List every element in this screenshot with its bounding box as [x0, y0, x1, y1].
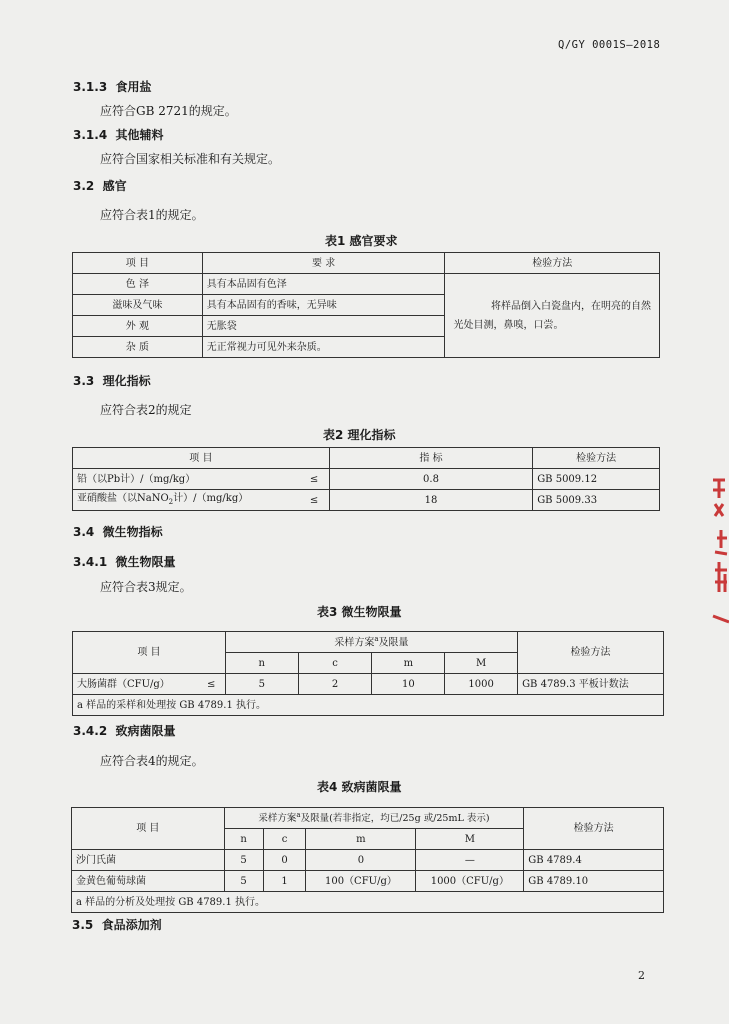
header-item: 项 目: [73, 632, 226, 674]
table-cell: GB 5009.12: [533, 469, 660, 490]
table-footnote: a 样品的采样和处理按 GB 4789.1 执行。: [73, 695, 664, 716]
table-cell: 5: [225, 674, 298, 695]
header-n: n: [225, 653, 298, 674]
section-body-3-1-4: 应符合国家相关标准和有关规定。: [100, 152, 281, 166]
physicochemical-table: [72, 447, 660, 511]
table1-caption: 表1 感官要求: [325, 234, 398, 248]
table-cell: 1000: [445, 674, 518, 695]
table-cell: 亚硝酸盐（以NaNO$_2$计）/（mg/kg）: [73, 490, 300, 511]
header-m: m: [306, 829, 416, 850]
table-cell: 沙门氏菌: [72, 850, 225, 871]
table-cell: 色 泽: [73, 274, 203, 295]
section-heading-3-1-3: 3.1.3 食用盐: [73, 80, 152, 94]
section-body-3-4-2: 应符合表4的规定。: [100, 754, 204, 768]
table-cell: 具有本品固有的香味，无异味: [202, 295, 445, 316]
sensory-table: [72, 252, 660, 358]
table-cell: 杂 质: [73, 337, 203, 358]
section-heading-3-3: 3.3 理化指标: [73, 374, 151, 388]
section-heading-3-2: 3.2 感官: [73, 179, 127, 193]
header-item: 项 目: [73, 253, 203, 274]
microbial-table: [72, 631, 664, 716]
table-cell: 无正常视力可见外来杂质。: [202, 337, 445, 358]
header-m: m: [372, 653, 445, 674]
table-cell: GB 4789.4: [524, 850, 664, 871]
table-cell: 100（CFU/g）: [306, 871, 416, 892]
table-cell: GB 4789.10: [524, 871, 664, 892]
section-heading-3-4: 3.4 微生物指标: [73, 525, 163, 539]
table-cell: 金黄色葡萄球菌: [72, 871, 225, 892]
header-M: M: [416, 829, 524, 850]
table-footnote: a 样品的分析及处理按 GB 4789.1 执行。: [72, 892, 664, 913]
page-number: 2: [638, 969, 645, 982]
table-cell: 2: [298, 674, 372, 695]
table-cell: 具有本品固有色泽: [202, 274, 445, 295]
table-cell: 5: [224, 871, 263, 892]
table-cell: 1: [263, 871, 306, 892]
table-cell: ≤: [299, 490, 329, 511]
table-cell: ≤: [197, 674, 225, 695]
table2-caption: 表2 理化指标: [323, 428, 396, 442]
header-method: 检验方法: [445, 253, 660, 274]
table-cell: 0: [306, 850, 416, 871]
table-cell: 滋味及气味: [73, 295, 203, 316]
header-c: c: [263, 829, 306, 850]
header-M: M: [445, 653, 518, 674]
table-cell: 外 观: [73, 316, 203, 337]
table-cell: 5: [224, 850, 263, 871]
section-body-3-3: 应符合表2的规定: [100, 403, 192, 417]
section-heading-3-5: 3.5 食品添加剂: [72, 918, 162, 932]
table4-caption: 表4 致病菌限量: [317, 780, 402, 794]
standard-code: Q/GY 0001S—2018: [558, 39, 661, 51]
section-heading-3-1-4: 3.1.4 其他辅料: [73, 128, 164, 142]
section-body-3-4-1: 应符合表3规定。: [100, 580, 192, 594]
table-cell: 大肠菌群（CFU/g）: [73, 674, 198, 695]
table-cell: GB 4789.3 平板计数法: [518, 674, 664, 695]
header-c: c: [298, 653, 372, 674]
method-cell: 将样品倒入白瓷盘内，在明亮的自然 光处目测，鼻嗅，口尝。: [445, 274, 660, 358]
table-cell: 无胀袋: [202, 316, 445, 337]
table-cell: —: [416, 850, 524, 871]
header-index: 指 标: [329, 448, 532, 469]
section-body-3-2: 应符合表1的规定。: [100, 208, 204, 222]
table3-caption: 表3 微生物限量: [317, 605, 402, 619]
table-cell: 18: [329, 490, 532, 511]
red-seal-stamp: [709, 470, 729, 640]
header-method: 检验方法: [524, 808, 664, 850]
section-body-3-1-3: 应符合GB 2721的规定。: [100, 104, 237, 118]
section-heading-3-4-2: 3.4.2 致病菌限量: [73, 724, 176, 738]
table-cell: 0: [263, 850, 306, 871]
header-method: 检验方法: [518, 632, 664, 674]
header-sampling-plan: 采样方案$^a$及限量: [225, 632, 517, 653]
header-method: 检验方法: [533, 448, 660, 469]
table-cell: 1000（CFU/g）: [416, 871, 524, 892]
table-cell: GB 5009.33: [533, 490, 660, 511]
table-cell: 0.8: [329, 469, 532, 490]
header-sampling-plan: 采样方案$^a$及限量(若非指定，均已/25g 或/25mL 表示): [224, 808, 524, 829]
section-heading-3-4-1: 3.4.1 微生物限量: [73, 555, 176, 569]
pathogen-table: [71, 807, 664, 913]
table-cell: 10: [372, 674, 445, 695]
table-cell: ≤: [299, 469, 329, 490]
header-item: 项 目: [73, 448, 330, 469]
table-cell: 铅（以Pb计）/（mg/kg）: [73, 469, 300, 490]
header-item: 项 目: [72, 808, 225, 850]
header-n: n: [224, 829, 263, 850]
header-requirement: 要 求: [202, 253, 445, 274]
